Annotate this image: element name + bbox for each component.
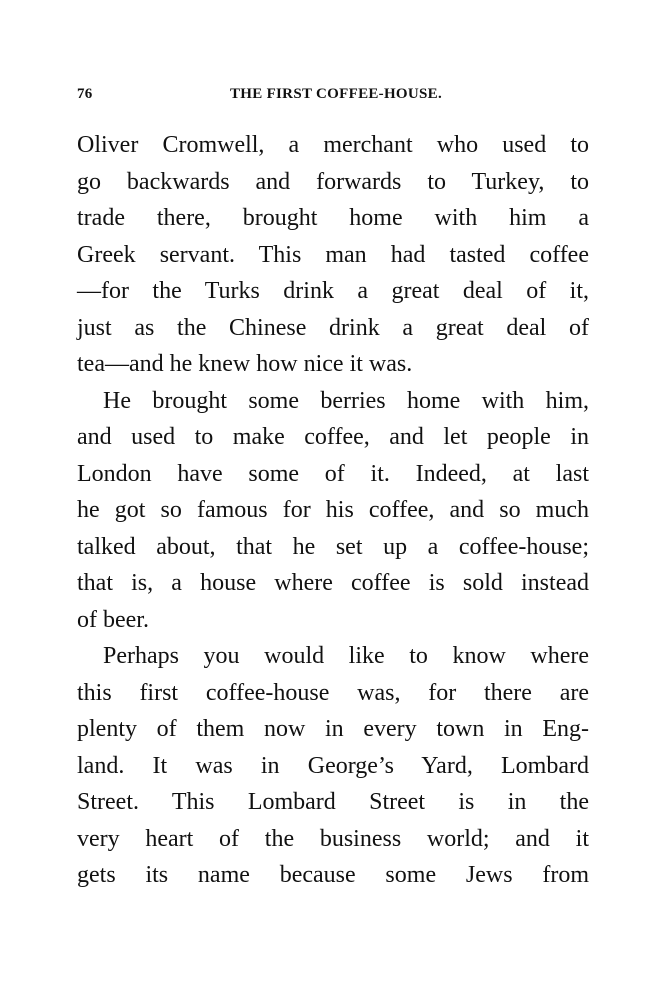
text-line: gets its name because some Jews from xyxy=(77,862,589,888)
text-line: London have some of it. Indeed, at last xyxy=(77,460,589,487)
text-line: and used to make coffee, and let people in xyxy=(77,424,589,450)
body-text xyxy=(77,127,589,894)
text-line: he got so famous for his coffee, and so much xyxy=(77,497,589,523)
running-head xyxy=(77,86,587,106)
text-line: go backwards and forwards to Turkey, to xyxy=(77,168,589,195)
text-line: Greek servant. This man had tasted coffee xyxy=(77,241,589,268)
text-line: that is, a house where coffee is sold instead xyxy=(77,570,589,596)
text-line: talked about, that he set up a coffee-house; xyxy=(77,533,589,560)
text-line: Street. This Lombard Street is in the xyxy=(77,789,589,815)
text-line: plenty of them now in every town in Eng- xyxy=(77,716,589,742)
text-line: this first coffee-house was, for there are xyxy=(77,679,589,706)
text-line: tea—and he knew how nice it was. xyxy=(77,351,413,377)
page-number: 76 xyxy=(77,86,93,102)
text-line: trade there, brought home with him a xyxy=(77,205,589,231)
text-line: just as the Chinese drink a great deal of xyxy=(77,314,589,341)
text-line: Oliver Cromwell, a merchant who used to xyxy=(77,132,589,158)
text-line: of beer. xyxy=(77,606,149,633)
running-title: THE FIRST COFFEE-HOUSE. xyxy=(229,86,443,102)
text-line: He brought some berries home with him, xyxy=(103,387,589,414)
text-line: —for the Turks drink a great deal of it, xyxy=(77,278,589,304)
text-line: land. It was in George’s Yard, Lombard xyxy=(77,752,589,779)
text-line: Perhaps you would like to know where xyxy=(103,643,589,669)
text-line: very heart of the business world; and it xyxy=(77,825,589,852)
